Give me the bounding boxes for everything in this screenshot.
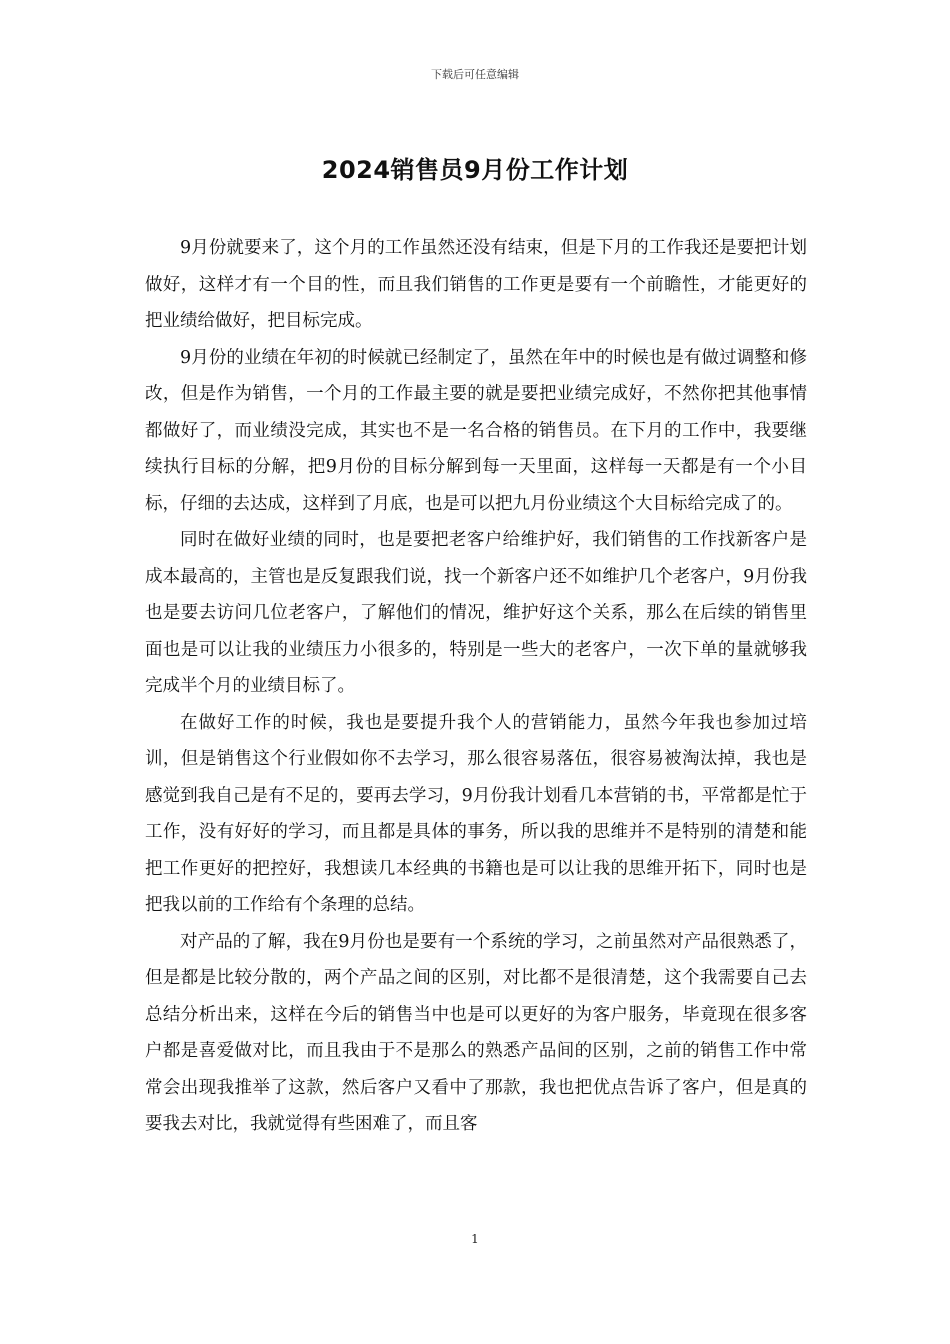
paragraph-1: 9月份就要来了，这个月的工作虽然还没有结束，但是下月的工作我还是要把计划做好，这样才有一个目的性，而且我们销售的工作更是要有一个前瞻性，才能更好的把业绩给做好，把目标完成。 xyxy=(145,238,807,331)
paragraph-5: 对产品的了解，我在9月份也是要有一个系统的学习，之前虽然对产品很熟悉了，但是都是比较分散的，两个产品之间的区别，对比都不是很清楚，这个我需要自己去总结分析出来，这样在今后的销售当中也是可以更好的为客户服务，毕竟现在很多客户都是喜爱做对比，而且我由于不是那么的熟悉产品间的区别，之前的销售工作中常常会出现我推举了这款，然后客户又看中了那款，我也把优点告诉了客户，但是真的要我去对比，我就觉得有些困难了，而且客 xyxy=(145,931,807,1134)
page-number: 1 xyxy=(471,1232,479,1246)
header-note: 下载后可任意编辑 xyxy=(431,68,519,81)
document-body xyxy=(145,230,807,1143)
paragraph-4: 在做好工作的时候，我也是要提升我个人的营销能力，虽然今年我也参加过培训，但是销售这个行业假如你不去学习，那么很容易落伍，很容易被淘汰掉，我也是感觉到我自己是有不足的，要再去学习，9月份我计划看几本营销的书，平常都是忙于工作，没有好好的学习，而且都是具体的事务，所以我的思维并不是特别的清楚和能把工作更好的把控好，我想读几本经典的书籍也是可以让我的思维开拓下，同时也是把我以前的工作给有个条理的总结。 xyxy=(145,712,807,915)
paragraph-2: 9月份的业绩在年初的时候就已经制定了，虽然在年中的时候也是有做过调整和修改，但是作为销售，一个月的工作最主要的就是要把业绩完成好，不然你把其他事情都做好了，而业绩没完成，其实也不是一名合格的销售员。在下月的工作中，我要继续执行目标的分解，把9月份的目标分解到每一天里面，这样每一天都是有一个小目标，仔细的去达成，这样到了月底，也是可以把九月份业绩这个大目标给完成了的。 xyxy=(145,347,807,514)
document-title: 2024销售员9月份工作计划 xyxy=(321,156,629,184)
paragraph-3: 同时在做好业绩的同时，也是要把老客户给维护好，我们销售的工作找新客户是成本最高的，主管也是反复跟我们说，找一个新客户还不如维护几个老客户，9月份我也是要去访问几位老客户，了解他们的情况，维护好这个关系，那么在后续的销售里面也是可以让我的业绩压力小很多的，特别是一些大的老客户，一次下单的量就够我完成半个月的业绩目标了。 xyxy=(145,530,807,696)
